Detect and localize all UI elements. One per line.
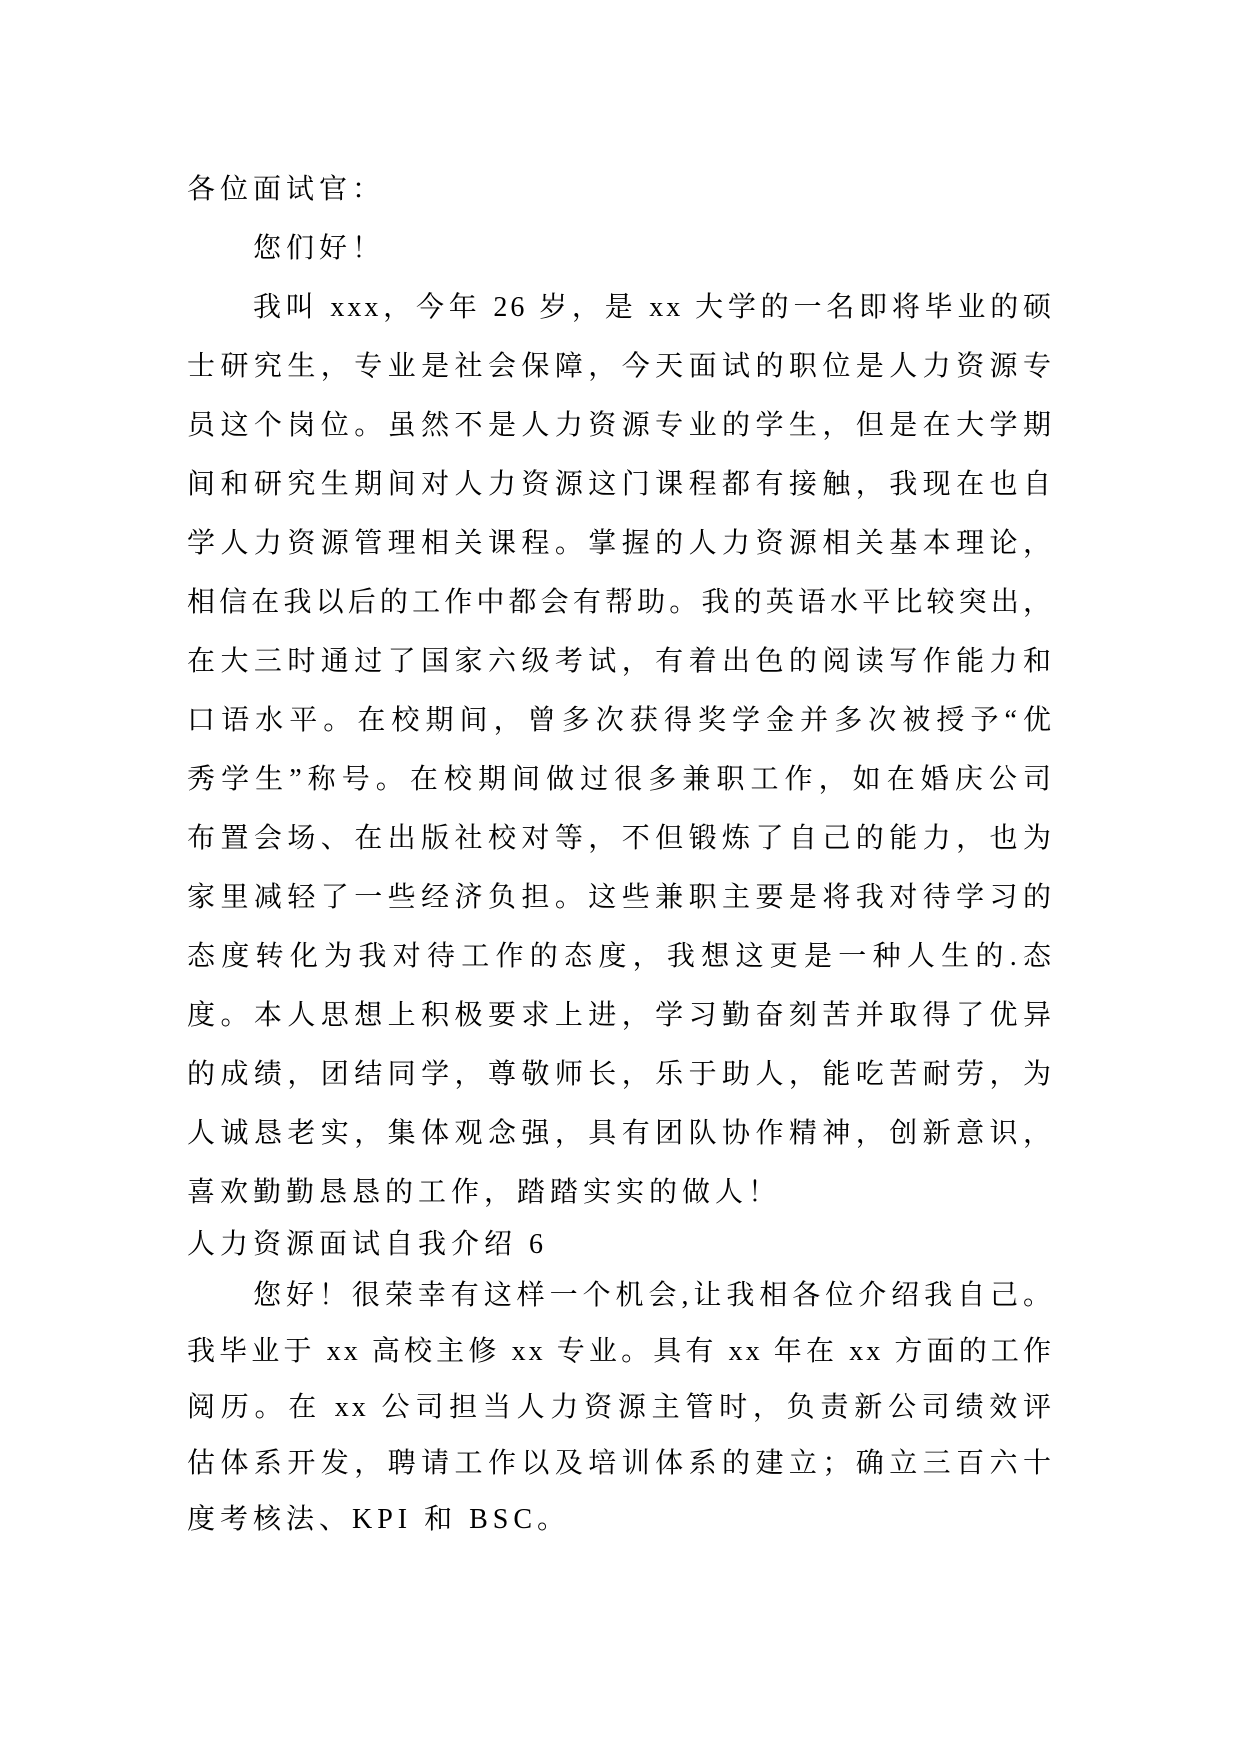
section-heading: 人力资源面试自我介绍 6: [187, 1229, 549, 1260]
body-line: 学人力资源管理相关课程。掌握的人力资源相关基本理论，: [187, 528, 1054, 559]
body-line: 员这个岗位。虽然不是人力资源专业的学生，但是在大学期: [187, 410, 1054, 441]
body-line: 估体系开发，聘请工作以及培训体系的建立；确立三百六十: [187, 1448, 1054, 1479]
greeting-line: 各位面试官：: [187, 174, 386, 205]
body-line: 在大三时通过了国家六级考试，有着出色的阅读写作能力和: [187, 646, 1054, 677]
body-line: 您好！很荣幸有这样一个机会,让我相各位介绍我自己。: [253, 1280, 1054, 1311]
body-line: 布置会场、在出版社校对等，不但锻炼了自己的能力，也为: [187, 823, 1054, 854]
body-line: 度。本人思想上积极要求上进，学习勤奋刻苦并取得了优异: [187, 1000, 1054, 1031]
body-line: 我叫 xxx，今年 26 岁，是 xx 大学的一名即将毕业的硕: [253, 292, 1054, 323]
salutation-line: 您们好！: [253, 233, 386, 264]
document-body: [187, 160, 1054, 1548]
body-line: 我毕业于 xx 高校主修 xx 专业。具有 xx 年在 xx 方面的工作: [187, 1336, 1054, 1367]
body-line: 的成绩，团结同学，尊敬师长，乐于助人，能吃苦耐劳，为: [187, 1059, 1054, 1090]
body-line: 家里减轻了一些经济负担。这些兼职主要是将我对待学习的: [187, 882, 1054, 913]
body-line: 口语水平。在校期间，曾多次获得奖学金并多次被授予“优: [187, 705, 1054, 736]
body-line: 秀学生”称号。在校期间做过很多兼职工作，如在婚庆公司: [187, 764, 1054, 795]
body-line: 间和研究生期间对人力资源这门课程都有接触，我现在也自: [187, 469, 1054, 500]
body-line: 度考核法、KPI 和 BSC。: [187, 1504, 571, 1535]
body-line: 人诚恳老实，集体观念强，具有团队协作精神，创新意识，: [187, 1118, 1054, 1149]
body-line: 相信在我以后的工作中都会有帮助。我的英语水平比较突出，: [187, 587, 1054, 618]
body-line: 士研究生，专业是社会保障，今天面试的职位是人力资源专: [187, 351, 1054, 382]
body-line: 喜欢勤勤恳恳的工作，踏踏实实的做人！: [187, 1177, 782, 1208]
body-line: 阅历。在 xx 公司担当人力资源主管时，负责新公司绩效评: [187, 1392, 1054, 1423]
body-line: 态度转化为我对待工作的态度，我想这更是一种人生的.态: [187, 941, 1054, 972]
